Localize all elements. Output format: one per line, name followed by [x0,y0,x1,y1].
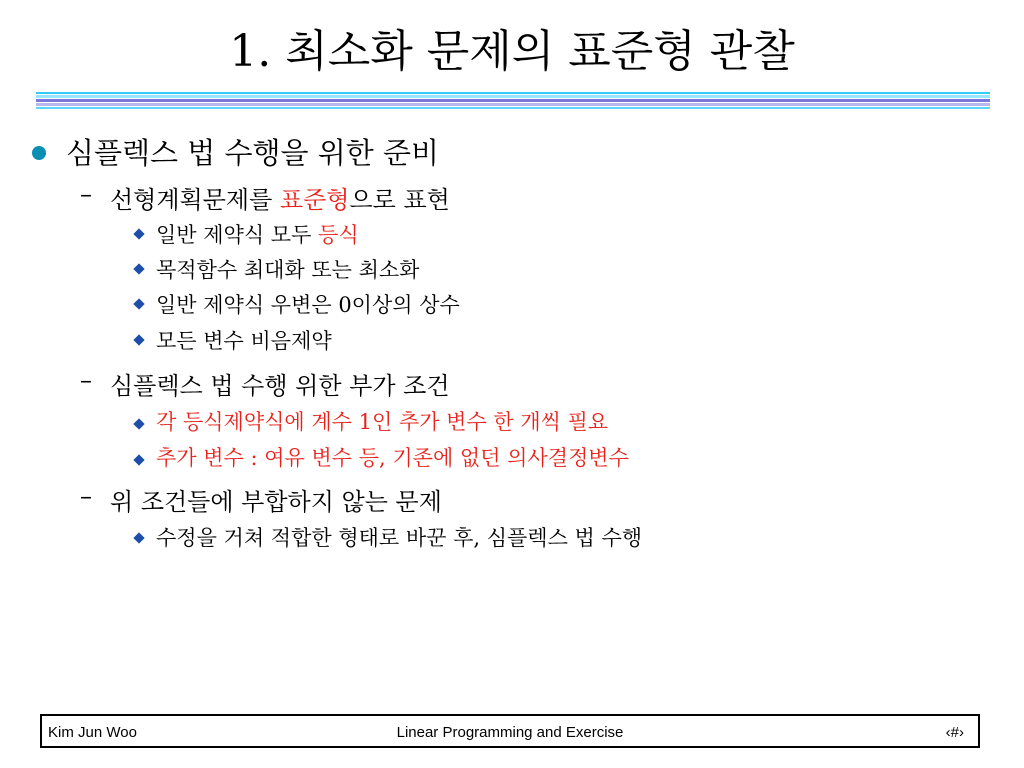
footer-page-number: ‹#› [945,724,964,741]
dash-icon: – [80,366,92,394]
diamond-bullet-icon [133,454,144,465]
diamond-bullet-icon [133,334,144,345]
sub-bullet-nonconforming: 위 조건들에 부합하지 않는 문제 [110,488,442,516]
list-item [156,219,359,249]
list-item-highlight: 등식 [318,223,359,247]
footer-author: Kim Jun Woo [48,724,137,741]
dash-icon: – [80,482,92,510]
list-item: 각 등식제약식에 계수 1인 추가 변수 한 개씩 필요 [156,410,609,434]
bullet-dot-icon [32,146,46,160]
list-item: 일반 제약식 우변은 0이상의 상수 [156,293,460,317]
list-item: 추가 변수 : 여유 변수 등, 기존에 없던 의사결정변수 [156,446,629,470]
diamond-bullet-icon [133,418,144,429]
list-item: 수정을 거쳐 적합한 형태로 바꾼 후, 심플렉스 법 수행 [156,526,643,550]
sub1-prefix: 선형계획문제를 [110,186,280,214]
diamond-bullet-icon [133,298,144,309]
slide-footer [40,714,980,748]
list-item-text: 일반 제약식 모두 [156,223,319,247]
sub-bullet-extra-conditions: 심플렉스 법 수행 위한 부가 조건 [110,372,450,400]
footer-course-title: Linear Programming and Exercise [396,724,624,741]
list-item: 목적함수 최대화 또는 최소화 [156,258,420,282]
sub-bullet-standard-form [110,180,450,215]
dash-icon: – [80,180,92,208]
sub1-highlight: 표준형 [279,186,350,214]
diamond-bullet-icon [133,532,144,543]
diamond-bullet-icon [133,228,144,239]
bullet-main: 심플렉스 법 수행을 위한 준비 [66,136,440,170]
sub1-suffix: 으로 표현 [349,186,450,214]
list-item: 모든 변수 비음제약 [156,329,332,353]
diamond-bullet-icon [133,263,144,274]
slide-title: 1. 최소화 문제의 표준형 관찰 [229,26,795,77]
